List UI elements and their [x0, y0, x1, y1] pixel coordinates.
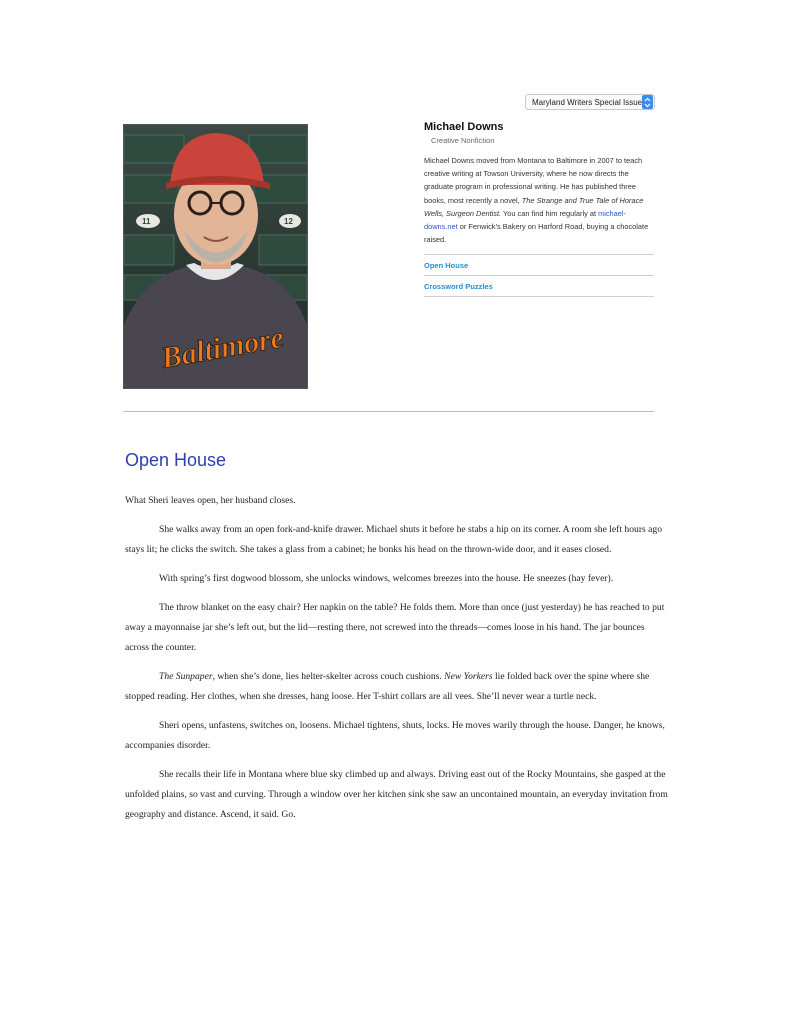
bio-text: or Fenwick’s Bakery on Harford Road, buying a chocolate raised. [424, 222, 649, 245]
author-name: Michael Downs [424, 121, 504, 133]
novel-title: The Strange and True Tale of Horace Wells, Surgeon Dentist. [424, 195, 644, 218]
section-divider [123, 411, 654, 412]
story-text: , when she’s done, lies helter-skelter across couch cushions. [212, 671, 445, 682]
story-paragraph: With spring’s first dogwood blossom, she unlocks windows, welcomes breezes into the house. He sneezes (hay fever). [159, 573, 614, 584]
story-paragraph: What Sheri leaves open, her husband closes. [125, 495, 296, 506]
story-body [125, 491, 670, 834]
work-link-crossword-puzzles[interactable]: Crossword Puzzles [424, 276, 654, 297]
story-title: Open House [125, 450, 227, 470]
issue-select[interactable] [525, 94, 655, 110]
bio-text: Michael Downs moved from Montana to Baltimore in 2007 to teach creative writing at Towson University, where he now directs the graduate program in professional writing. He has published three books, most recently a novel, [424, 156, 643, 205]
bio-text: You can find him regularly at [501, 208, 599, 218]
author-info [424, 121, 654, 297]
story-paragraph: Sheri opens, unfastens, switches on, loosens. Michael tightens, shuts, locks. He moves warily through the house. Danger, he knows, accompanies disorder. [125, 720, 665, 751]
story-text: lie folded back over the spine where she stopped reading. Her clothes, when she dresses, hang loose. Her T-shirt collars are all vees. She’ll never wear a turtle neck. [125, 671, 650, 702]
story-paragraph: The throw blanket on the easy chair? Her napkin on the table? He folds them. More than once (just yesterday) he has reached to put away a mayonnaise jar she’s left out, but the lid—resting there, not screwed into the threads—comes loose in his hand. The jar bounces across the counter. [125, 602, 665, 653]
work-link-open-house[interactable]: Open House [424, 255, 654, 276]
author-website-link[interactable]: michael-downs.net [424, 208, 626, 232]
author-works-list [424, 254, 654, 297]
publication-title: The Sunpaper [159, 671, 213, 682]
select-arrows-icon [642, 95, 653, 109]
shirt-script: Baltimore [158, 320, 287, 375]
issue-select-value: Maryland Writers Special Issue [532, 97, 643, 107]
svg-text:12: 12 [284, 217, 293, 226]
story-paragraph: She recalls their life in Montana where blue sky climbed up and always. Driving east out of the Rocky Mountains, she gasped at the unfolded plains, so vast and curving. Through a window over her kitchen sink she saw an uncontained mountain, an everyday invitation from geography and distance. Ascend, it said. Go. [125, 769, 668, 820]
publication-title: New Yorkers [444, 671, 493, 682]
svg-text:11: 11 [142, 217, 151, 226]
story-paragraph: She walks away from an open fork-and-knife drawer. Michael shuts it before he stabs a hip on its corner. A room she left hours ago stays lit; he clicks the switch. She takes a glass from a cabinet; he bonks his head on the thrown-wide door, and it eases closed. [125, 524, 663, 555]
story-paragraph [125, 667, 670, 707]
author-portrait [123, 124, 308, 389]
author-bio [424, 154, 654, 246]
author-genre: Creative Nonfiction [431, 136, 495, 145]
